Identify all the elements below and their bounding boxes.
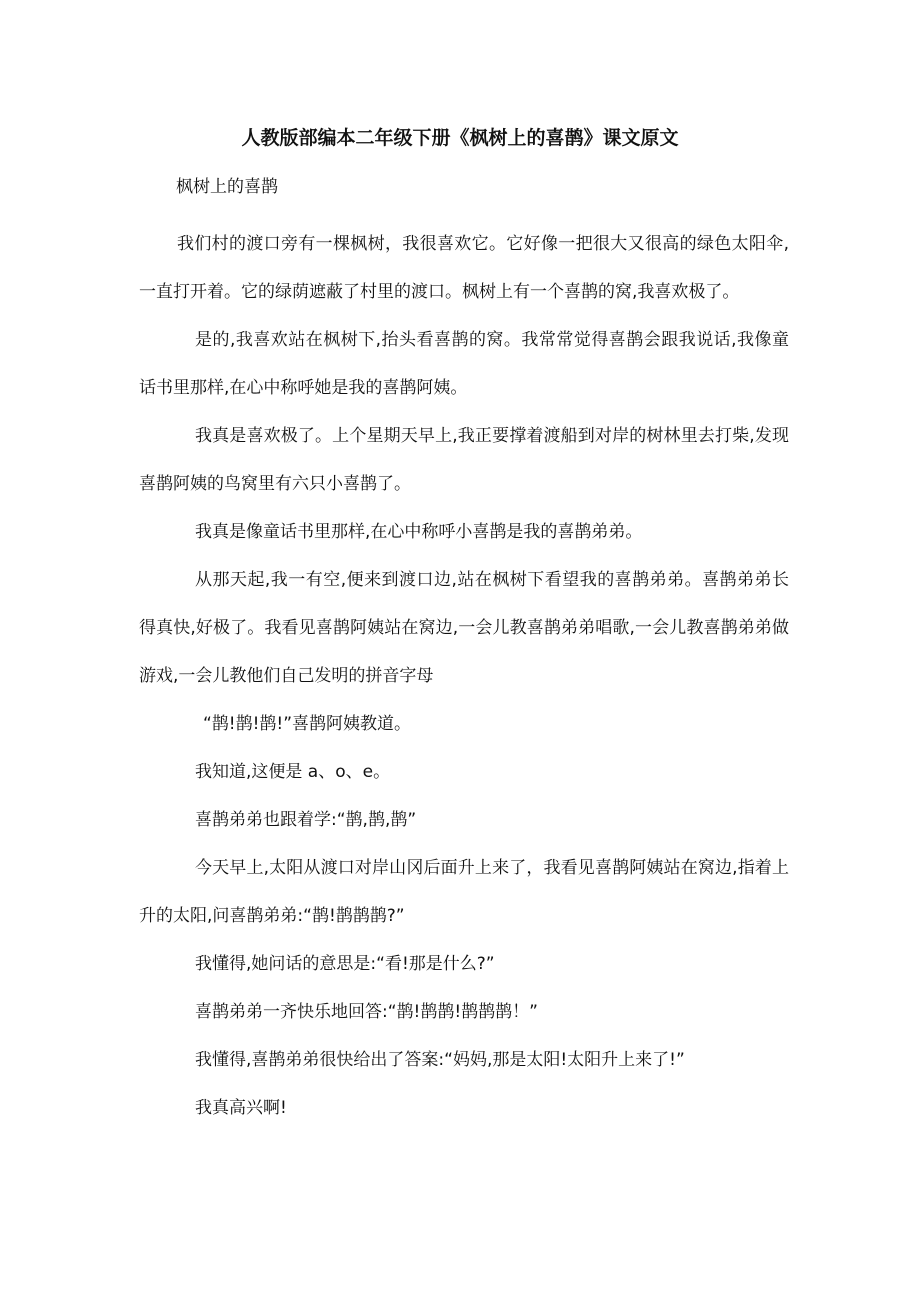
paragraph-6: “鹊!鹊!鹊!”喜鹊阿姨教道。 [203, 714, 412, 734]
paragraph-5: 从那天起,我一有空,便来到渡口边,站在枫树下看望我的喜鹊弟弟。喜鹊弟弟长得真快,好极了。我看见喜鹊阿姨站在窝边,一会儿教喜鹊弟弟唱歌,一会儿教喜鹊弟弟做游戏,一会儿教他们自己发明的拼音字母 [139, 570, 789, 686]
paragraph-8: 喜鹊弟弟也跟着学:“鹊,鹊,鹊” [195, 810, 417, 830]
paragraph-4: 我真是像童话书里那样,在心中称呼小喜鹊是我的喜鹊弟弟。 [195, 522, 643, 542]
paragraph-9: 今天早上,太阳从渡口对岸山冈后面升上来了，我看见喜鹊阿姨站在窝边,指着上升的太阳,问喜鹊弟弟:“鹊!鹊鹊鹊?” [139, 858, 789, 926]
paragraph-10: 我懂得,她问话的意思是:“看!那是什么?” [195, 954, 495, 974]
lesson-heading: 枫树上的喜鹊 [176, 177, 278, 197]
paragraph-1: 我们村的渡口旁有一棵枫树，我很喜欢它。它好像一把很大又很高的绿色太阳伞,一直打开着。它的绿荫遮蔽了村里的渡口。枫树上有一个喜鹊的窝,我喜欢极了。 [139, 234, 789, 302]
paragraph-11: 喜鹊弟弟一齐快乐地回答:“鹊!鹊鹊!鹊鹊鹊！” [195, 1002, 538, 1022]
paragraph-13: 我真高兴啊! [195, 1098, 287, 1118]
paragraph-7: 我知道,这便是 a、o、e。 [195, 762, 391, 782]
paragraph-12: 我懂得,喜鹊弟弟很快给出了答案:“妈妈,那是太阳!太阳升上来了!” [195, 1050, 685, 1070]
document-title: 人教版部编本二年级下册《枫树上的喜鹊》课文原文 [241, 127, 679, 149]
paragraph-2: 是的,我喜欢站在枫树下,抬头看喜鹊的窝。我常常觉得喜鹊会跟我说话,我像童话书里那样,在心中称呼她是我的喜鹊阿姨。 [139, 330, 789, 398]
paragraph-3: 我真是喜欢极了。上个星期天早上,我正要撑着渡船到对岸的树林里去打柴,发现喜鹊阿姨的鸟窝里有六只小喜鹊了。 [139, 426, 789, 494]
document-body [139, 220, 789, 1132]
